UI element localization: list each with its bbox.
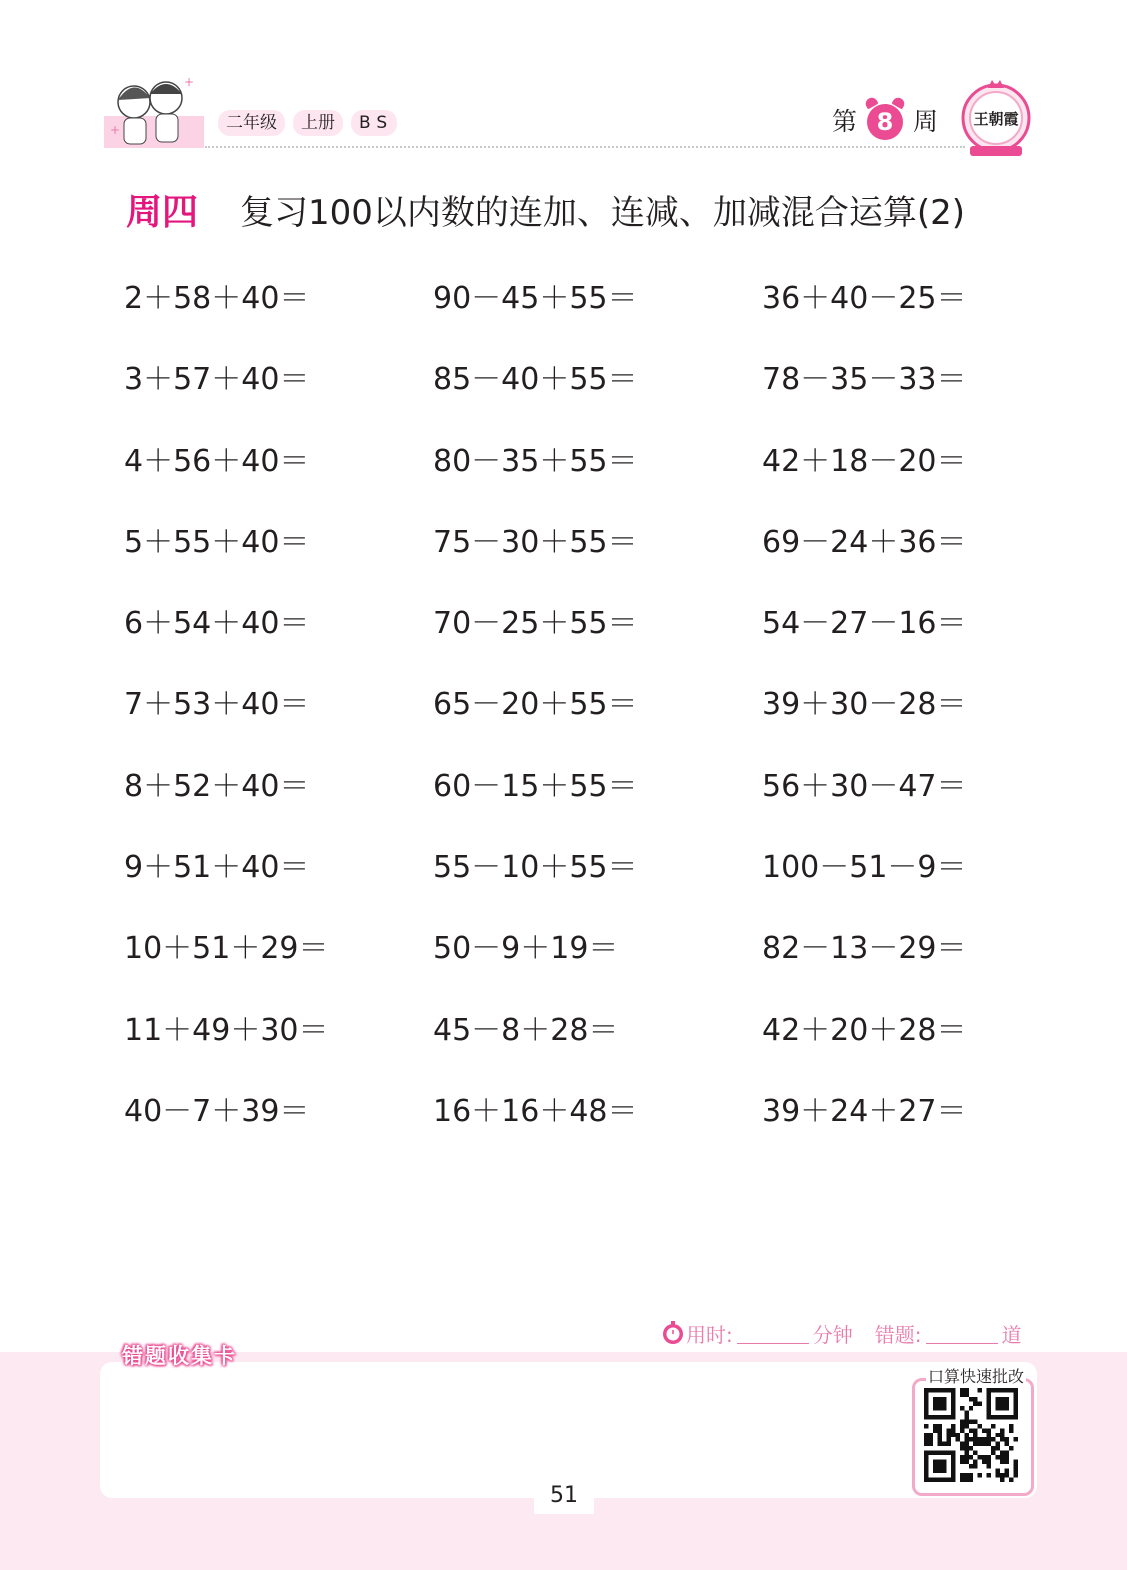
- problem-row: [0, 845, 1127, 926]
- time-label: 用时:: [686, 1322, 733, 1347]
- problem-equation[interactable]: 16＋16＋48＝: [433, 1093, 638, 1129]
- volume-tag: 上册: [293, 110, 343, 136]
- page-title: [126, 184, 965, 234]
- qr-code-icon[interactable]: [922, 1388, 1020, 1482]
- problem-equation[interactable]: 3＋57＋40＝: [124, 362, 310, 398]
- brand-name: 王朝霞: [973, 110, 1019, 128]
- time-blank[interactable]: [737, 1323, 809, 1344]
- problem-row: [0, 1089, 1127, 1170]
- problem-equation[interactable]: 100－51－9＝: [762, 850, 967, 886]
- stats-line: [660, 1318, 1022, 1348]
- problem-equation[interactable]: 40－7＋39＝: [124, 1093, 310, 1129]
- problem-equation[interactable]: 75－30＋55＝: [433, 524, 638, 560]
- problem-equation[interactable]: 5＋55＋40＝: [124, 524, 310, 560]
- problem-row: [0, 357, 1127, 438]
- problem-equation[interactable]: 65－20＋55＝: [433, 687, 638, 723]
- alarm-clock-icon: [865, 98, 905, 142]
- qr-caption: 口算快速批改: [926, 1364, 1026, 1387]
- grade-tag: 二年级: [218, 110, 285, 136]
- problem-equation[interactable]: 42＋18－20＝: [762, 443, 967, 479]
- problem-equation[interactable]: 2＋58＋40＝: [124, 281, 310, 316]
- day-label: 周四: [126, 191, 199, 233]
- problem-equation[interactable]: 4＋56＋40＝: [124, 443, 310, 479]
- problem-equation[interactable]: 80－35＋55＝: [433, 443, 638, 479]
- week-suffix: 周: [913, 107, 939, 136]
- problem-equation[interactable]: 82－13－29＝: [762, 931, 967, 967]
- problem-row: [0, 439, 1127, 520]
- topic-title: 复习100以内数的连加、连减、加减混合运算(2): [240, 192, 966, 233]
- arithmetic-problems: [0, 276, 1127, 1170]
- week-indicator: [832, 96, 938, 144]
- problem-equation[interactable]: 50－9＋19＝: [433, 931, 619, 967]
- problem-equation[interactable]: 56＋30－47＝: [762, 768, 967, 804]
- problem-equation[interactable]: 9＋51＋40＝: [124, 850, 310, 886]
- problem-row: [0, 276, 1127, 357]
- header-divider: [205, 146, 965, 148]
- stopwatch-icon: [660, 1320, 686, 1346]
- problem-equation[interactable]: 42＋20＋28＝: [762, 1012, 967, 1048]
- errors-blank[interactable]: [926, 1323, 998, 1344]
- problem-equation[interactable]: 39＋30－28＝: [762, 687, 967, 723]
- errors-label: 错题:: [874, 1322, 922, 1347]
- problem-row: [0, 764, 1127, 845]
- problem-equation[interactable]: 7＋53＋40＝: [124, 687, 310, 723]
- problem-equation[interactable]: 11＋49＋30＝: [124, 1012, 329, 1048]
- problem-row: [0, 926, 1127, 1007]
- problem-row: [0, 682, 1127, 763]
- cartoon-kids-illustration: [104, 72, 212, 156]
- problem-equation[interactable]: 36＋40－25＝: [762, 281, 967, 316]
- problem-row: [0, 520, 1127, 601]
- problem-equation[interactable]: 8＋52＋40＝: [124, 768, 310, 804]
- problem-equation[interactable]: 6＋54＋40＝: [124, 606, 310, 642]
- error-collection-card-label: 错题收集卡: [122, 1344, 237, 1368]
- edition-tag: BS: [351, 110, 397, 136]
- problem-equation[interactable]: 69－24＋36＝: [762, 524, 967, 560]
- problem-equation[interactable]: 54－27－16＝: [762, 606, 967, 642]
- svg-text:+: +: [184, 75, 195, 89]
- problem-row: [0, 1008, 1127, 1089]
- problem-equation[interactable]: 10＋51＋29＝: [124, 931, 329, 967]
- week-number: 8: [867, 104, 903, 140]
- problem-equation[interactable]: 45－8＋28＝: [433, 1012, 619, 1048]
- errors-unit: 道: [1001, 1322, 1022, 1347]
- problem-equation[interactable]: 39＋24＋27＝: [762, 1093, 967, 1129]
- problem-equation[interactable]: 90－45＋55＝: [433, 281, 638, 316]
- problem-row: [0, 601, 1127, 682]
- svg-text:+: +: [110, 123, 121, 137]
- problem-equation[interactable]: 55－10＋55＝: [433, 850, 638, 886]
- week-prefix: 第: [832, 107, 858, 136]
- grade-tags: [218, 110, 397, 136]
- problem-equation[interactable]: 85－40＋55＝: [433, 362, 638, 398]
- problem-equation[interactable]: 70－25＋55＝: [433, 606, 638, 642]
- problem-equation[interactable]: 78－35－33＝: [762, 362, 967, 398]
- time-unit: 分钟: [812, 1322, 853, 1347]
- problem-equation[interactable]: 60－15＋55＝: [433, 768, 638, 804]
- page-number: 51: [534, 1478, 594, 1514]
